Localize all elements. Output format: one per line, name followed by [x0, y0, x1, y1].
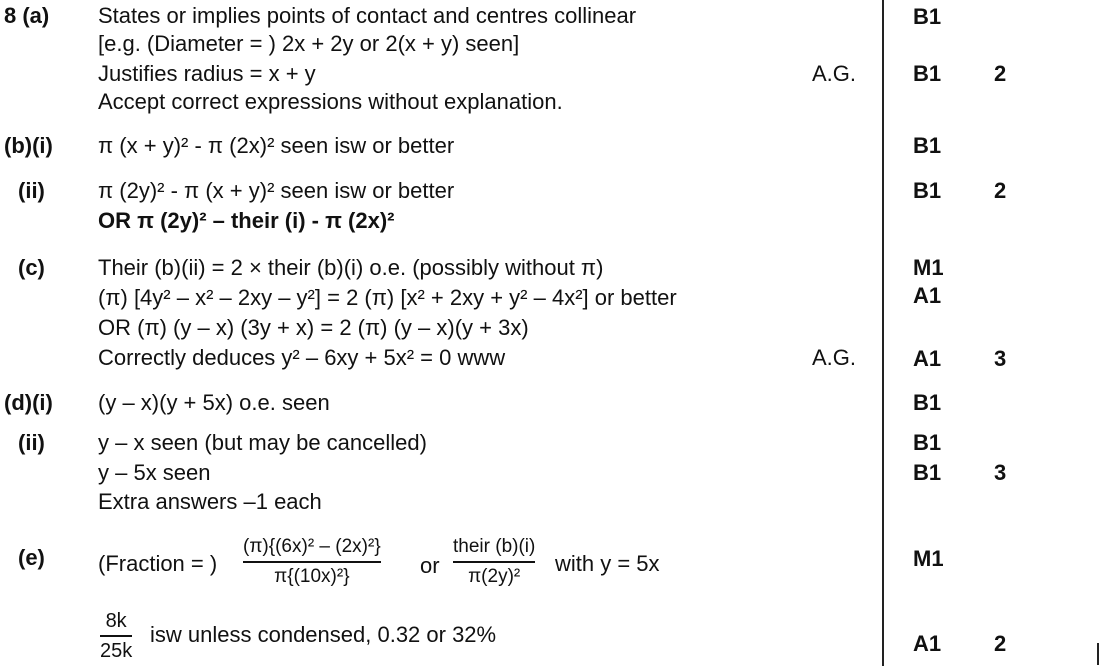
- text-c-line4: Correctly deduces y² – 6xy + 5x² = 0 www: [98, 345, 506, 370]
- fraction-2-denominator: π(2y)²: [468, 565, 521, 587]
- mark-8a-1: B1: [913, 4, 942, 29]
- question-label-di: (d)(i): [4, 390, 53, 415]
- text-c-line1: Their (b)(ii) = 2 × their (b)(i) o.e. (possibly without π): [98, 255, 604, 280]
- total-d: 3: [994, 460, 1007, 485]
- text-e-or: or: [420, 553, 440, 578]
- mark-di: B1: [913, 390, 942, 415]
- fraction-1-bar: [243, 561, 381, 563]
- total-e: 2: [994, 631, 1007, 656]
- fraction-3-numerator: 8k: [105, 610, 127, 632]
- text-dii-line2: y – 5x seen: [98, 460, 211, 485]
- fraction-3-denominator: 25k: [100, 639, 133, 662]
- fraction-2-bar: [453, 561, 535, 563]
- text-e-prefix: (Fraction = ): [98, 551, 218, 576]
- fraction-2-numerator: their (b)(i): [453, 536, 536, 557]
- text-bi-line1: π (x + y)² - π (2x)² seen isw or better: [98, 133, 455, 158]
- total-c: 3: [994, 346, 1007, 371]
- ag-label-8a: A.G.: [812, 61, 857, 86]
- fraction-1-denominator: π{(10x)²}: [274, 565, 350, 587]
- fraction-1: [243, 534, 381, 590]
- question-label-bii: (ii): [18, 178, 45, 203]
- text-e-with: with y = 5x: [555, 551, 660, 576]
- mark-c-2: A1: [913, 283, 942, 308]
- text-8a-line3: Justifies radius = x + y: [98, 61, 316, 86]
- fraction-1-numerator: (π){(6x)² – (2x)²}: [243, 536, 381, 557]
- fraction-3-bar: [100, 635, 132, 637]
- question-label-dii: (ii): [18, 430, 45, 455]
- text-c-line2: (π) [4y² – x² – 2xy – y²] = 2 (π) [x² + 2xy + y² – 4x²] or better: [98, 285, 677, 310]
- question-label-e: (e): [18, 545, 45, 570]
- text-bii-line1: π (2y)² - π (x + y)² seen isw or better: [98, 178, 455, 203]
- mark-bii: B1: [913, 178, 942, 203]
- total-b: 2: [994, 178, 1007, 203]
- question-label-8a: 8 (a): [4, 3, 50, 28]
- fraction-2: [453, 534, 535, 590]
- text-dii-line1: y – x seen (but may be cancelled): [98, 430, 427, 455]
- mark-e-1: M1: [913, 546, 944, 571]
- text-e-tail: isw unless condensed, 0.32 or 32%: [150, 622, 497, 647]
- text-8a-line4: Accept correct expressions without explanation.: [98, 89, 563, 114]
- text-c-line3: OR (π) (y – x) (3y + x) = 2 (π) (y – x)(y + 3x): [98, 315, 529, 340]
- text-8a-line1: States or implies points of contact and centres collinear: [98, 3, 637, 28]
- text-bii-line2: OR π (2y)² – their (i) - π (2x)²: [98, 208, 395, 233]
- total-8a: 2: [994, 61, 1007, 86]
- text-dii-line3: Extra answers –1 each: [98, 489, 322, 514]
- marks-column-divider: [882, 0, 884, 666]
- question-label-c: (c): [18, 255, 45, 280]
- text-cursor: [1097, 643, 1099, 665]
- mark-e-2: A1: [913, 631, 942, 656]
- mark-dii-2: B1: [913, 460, 942, 485]
- mark-dii-1: B1: [913, 430, 942, 455]
- text-8a-line2: [e.g. (Diameter = ) 2x + 2y or 2(x + y) seen]: [98, 31, 520, 56]
- fraction-3: [100, 608, 132, 664]
- ag-label-c: A.G.: [812, 345, 857, 370]
- mark-8a-2: B1: [913, 61, 942, 86]
- question-label-bi: (b)(i): [4, 133, 53, 158]
- mark-bi: B1: [913, 133, 942, 158]
- mark-c-1: M1: [913, 255, 944, 280]
- text-di-line1: (y – x)(y + 5x) o.e. seen: [98, 390, 330, 415]
- mark-c-3: A1: [913, 346, 942, 371]
